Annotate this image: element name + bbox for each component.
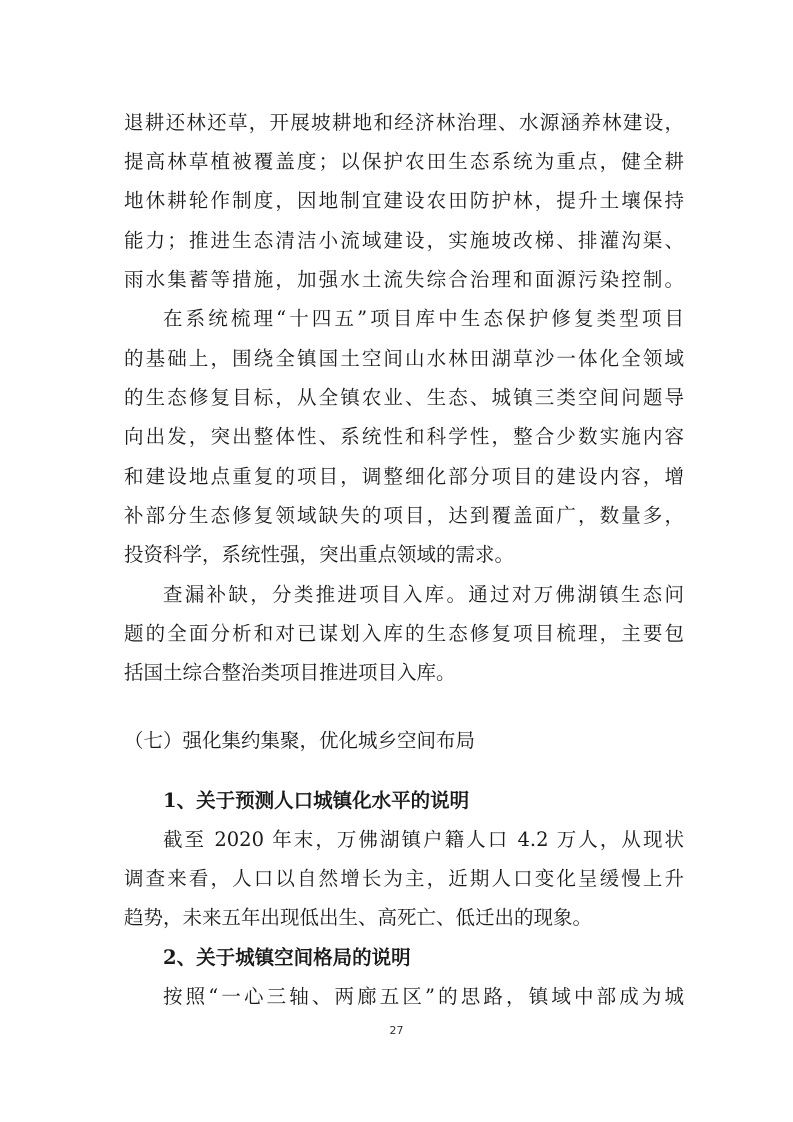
paragraph-line: 按照“一心三轴、两廊五区”的思路，镇域中部成为城 — [163, 985, 684, 1008]
section-heading: （七）强化集约集聚，优化城乡空间布局 — [124, 729, 476, 752]
paragraph-line: 趋势，未来五年出现低出生、高死亡、低迁出的现象。 — [124, 906, 593, 929]
paragraph-line: 的基础上，围绕全镇国土空间山水林田湖草沙一体化全领域 — [124, 347, 684, 370]
paragraph-line: 在系统梳理“十四五”项目库中生态保护修复类型项目 — [163, 307, 684, 330]
paragraph-line: 向出发，突出整体性、系统性和科学性，整合少数实施内容 — [124, 425, 684, 448]
page-number: 27 — [389, 1024, 404, 1037]
paragraph-line: 雨水集蓄等措施，加强水土流失综合治理和面源污染控制。 — [124, 268, 684, 291]
subsection-heading: 2、关于城镇空间格局的说明 — [163, 946, 411, 969]
paragraph-line: 补部分生态修复领域缺失的项目，达到覆盖面广，数量多， — [124, 504, 684, 527]
paragraph-line: 投资科学，系统性强，突出重点领域的需求。 — [124, 543, 515, 566]
paragraph-line: 地休耕轮作制度，因地制宜建设农田防护林，提升土壤保持 — [124, 189, 684, 212]
paragraph-line: 提高林草植被覆盖度；以保护农田生态系统为重点，健全耕 — [124, 150, 684, 173]
paragraph-line: 查漏补缺，分类推进项目入库。通过对万佛湖镇生态问 — [163, 583, 684, 606]
paragraph-line: 能力；推进生态清洁小流域建设，实施坡改梯、排灌沟渠、 — [124, 229, 684, 252]
paragraph-line: 截至 2020 年末，万佛湖镇户籍人口 4.2 万人，从现状 — [163, 828, 684, 851]
paragraph-line: 和建设地点重复的项目，调整细化部分项目的建设内容，增 — [124, 465, 684, 488]
paragraph-line: 括国土综合整治类项目推进项目入库。 — [124, 661, 456, 684]
subsection-heading: 1、关于预测人口城镇化水平的说明 — [163, 789, 470, 812]
paragraph-line: 退耕还林还草，开展坡耕地和经济林治理、水源涵养林建设， — [124, 111, 684, 134]
paragraph-line: 的生态修复目标，从全镇农业、生态、城镇三类空间问题导 — [124, 386, 684, 409]
paragraph-line: 题的全面分析和对已谋划入库的生态修复项目梳理，主要包 — [124, 622, 684, 645]
paragraph-line: 调查来看，人口以自然增长为主，近期人口变化呈缓慢上升 — [124, 867, 684, 890]
